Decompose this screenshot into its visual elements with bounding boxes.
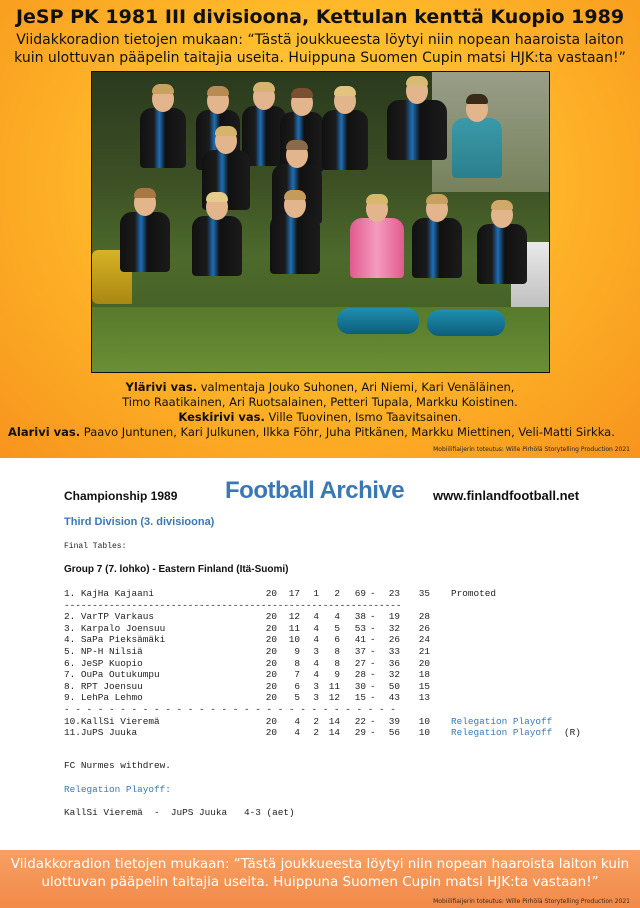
football-archive-page bbox=[0, 458, 640, 850]
cell-w: 12 bbox=[288, 611, 300, 623]
cell-ga: 32 bbox=[388, 622, 400, 634]
score-separator: - bbox=[370, 634, 376, 646]
league-table bbox=[64, 588, 581, 739]
cell-pts: 24 bbox=[418, 634, 430, 646]
cell-gf: 29 bbox=[354, 727, 366, 739]
cell-l: 4 bbox=[334, 611, 340, 623]
cell-w: 8 bbox=[294, 657, 300, 669]
score-separator: - bbox=[370, 657, 376, 669]
cell-pts: 13 bbox=[418, 692, 430, 704]
cell-l: 12 bbox=[328, 692, 340, 704]
cell-team: 7. OuPa Outukumpu bbox=[64, 669, 160, 681]
cell-p: 20 bbox=[265, 622, 277, 634]
cell-l: 5 bbox=[334, 622, 340, 634]
cell-w: 17 bbox=[288, 588, 300, 599]
bottom-banner bbox=[0, 850, 640, 908]
cell-gf: 41 bbox=[354, 634, 366, 646]
cell-team: 9. LehPa Lehmo bbox=[64, 692, 143, 704]
table-row bbox=[64, 622, 430, 635]
group-title: Group 7 (7. lohko) - Eastern Finland (Itä-Suomi) bbox=[64, 564, 289, 575]
cell-team: 11.JuPS Juuka bbox=[64, 727, 138, 739]
cell-team: 6. JeSP Kuopio bbox=[64, 657, 143, 669]
cell-pts: 21 bbox=[418, 645, 430, 657]
cell-pts: 20 bbox=[418, 657, 430, 669]
cell-d: 1 bbox=[313, 588, 319, 599]
score-separator: - bbox=[370, 669, 376, 681]
cell-pts: 28 bbox=[418, 611, 430, 623]
cell-ga: 26 bbox=[388, 634, 400, 646]
table-separator: - - - - - - - - - - - - - - - - - - - - - - - - - - - - - - bbox=[64, 703, 396, 715]
cell-pts: 26 bbox=[418, 622, 430, 634]
cell-ga: 23 bbox=[388, 588, 400, 599]
table-row bbox=[64, 645, 430, 658]
score-separator: - bbox=[370, 645, 376, 657]
playoff-heading: Relegation Playoff: bbox=[64, 784, 171, 795]
cell-gf: 37 bbox=[354, 645, 366, 657]
cell-team: 10.KallSi Vieremä bbox=[64, 715, 160, 727]
cell-d: 3 bbox=[313, 692, 319, 704]
cell-ga: 50 bbox=[388, 680, 400, 692]
cell-l: 2 bbox=[334, 588, 340, 599]
cell-team: 4. SaPa Pieksämäki bbox=[64, 634, 166, 646]
cell-w: 7 bbox=[294, 669, 300, 681]
cell-pts: 10 bbox=[418, 715, 430, 727]
cell-ga: 32 bbox=[388, 669, 400, 681]
cell-p: 20 bbox=[265, 692, 277, 704]
poster-credit: Mobiilifiaijerin toteutus: Wille Pirhölä Storytelling Production 2021 bbox=[433, 446, 630, 453]
division-title: Third Division (3. divisioona) bbox=[64, 516, 215, 528]
poster-subtitle: Viidakkoradion tietojen mukaan: “Tästä joukkueesta löytyi niin nopean haaroista laiton kuin ulottuvan pääpelin taitajia useita. Huippuna Suomen Cupin matsi HJK:ta vastaan!” bbox=[14, 32, 626, 66]
cell-d: 4 bbox=[313, 611, 319, 623]
cell-note[interactable]: Relegation Playoff bbox=[451, 727, 553, 739]
cell-pts: 10 bbox=[418, 727, 430, 739]
cell-p: 20 bbox=[265, 634, 277, 646]
cell-team: 8. RPT Joensuu bbox=[64, 680, 143, 692]
cell-gf: 30 bbox=[354, 680, 366, 692]
photo-sports-bag bbox=[427, 310, 505, 336]
caption-top-row-continued: Timo Raatikainen, Ari Ruotsalainen, Petteri Tupala, Markku Koistinen. bbox=[122, 395, 518, 409]
score-separator: - bbox=[370, 727, 376, 739]
photo-player bbox=[477, 202, 527, 307]
photo-player bbox=[452, 96, 502, 206]
cell-l: 6 bbox=[334, 634, 340, 646]
withdrawn-note: FC Nurmes withdrew. bbox=[64, 760, 171, 771]
table-row bbox=[64, 611, 430, 623]
cell-p: 20 bbox=[265, 715, 277, 727]
cell-d: 2 bbox=[313, 727, 319, 739]
cell-gf: 27 bbox=[354, 657, 366, 669]
cell-d: 4 bbox=[313, 657, 319, 669]
table-row bbox=[64, 657, 430, 670]
cell-d: 4 bbox=[313, 634, 319, 646]
photo-player bbox=[350, 196, 404, 306]
cell-note: Promoted bbox=[451, 588, 497, 599]
team-photo bbox=[91, 71, 550, 373]
table-row bbox=[64, 680, 430, 693]
cell-w: 6 bbox=[294, 680, 300, 692]
cell-d: 2 bbox=[313, 715, 319, 727]
cell-p: 20 bbox=[265, 680, 277, 692]
cell-p: 20 bbox=[265, 657, 277, 669]
cell-ga: 43 bbox=[388, 692, 400, 704]
photo-player bbox=[270, 192, 320, 302]
cell-pts: 15 bbox=[418, 680, 430, 692]
cell-l: 8 bbox=[334, 645, 340, 657]
banner-quote: Viidakkoradion tietojen mukaan: “Tästä joukkueesta löytyi niin nopean haaroista laiton kuin ulottuvan pääpelin taitajia useita. Huippuna Suomen Cupin matsi HJK:ta vastaan!” bbox=[10, 856, 630, 890]
cell-suffix: (R) bbox=[564, 727, 581, 739]
cell-d: 3 bbox=[313, 645, 319, 657]
table-row bbox=[64, 669, 430, 681]
cell-w: 4 bbox=[294, 727, 300, 739]
score-separator: - bbox=[370, 715, 376, 727]
cell-l: 9 bbox=[334, 669, 340, 681]
cell-d: 4 bbox=[313, 622, 319, 634]
cell-ga: 33 bbox=[388, 645, 400, 657]
score-separator: - bbox=[370, 680, 376, 692]
photo-player bbox=[140, 86, 186, 181]
cell-gf: 15 bbox=[354, 692, 366, 704]
photo-caption bbox=[0, 380, 640, 440]
cell-note[interactable]: Relegation Playoff bbox=[451, 715, 553, 727]
cell-gf: 28 bbox=[354, 669, 366, 681]
cell-l: 14 bbox=[328, 727, 340, 739]
caption-top-row-label: Ylärivi vas. bbox=[125, 380, 198, 394]
table-row bbox=[64, 715, 553, 728]
cell-p: 20 bbox=[265, 588, 277, 599]
score-separator: - bbox=[370, 622, 376, 634]
cell-gf: 38 bbox=[354, 611, 366, 623]
cell-team: 1. KajHa Kajaani bbox=[64, 588, 155, 599]
score-separator: - bbox=[370, 588, 376, 599]
cell-pts: 35 bbox=[418, 588, 430, 599]
table-row bbox=[64, 588, 497, 600]
cell-d: 4 bbox=[313, 669, 319, 681]
cell-w: 11 bbox=[288, 622, 300, 634]
cell-gf: 69 bbox=[354, 588, 366, 599]
photo-player bbox=[387, 78, 447, 178]
cell-gf: 53 bbox=[354, 622, 366, 634]
poster-title: JeSP PK 1981 III divisioona, Kettulan kenttä Kuopio 1989 bbox=[15, 6, 625, 28]
cell-p: 20 bbox=[265, 669, 277, 681]
cell-pts: 18 bbox=[418, 669, 430, 681]
caption-bottom-row-text: Paavo Juntunen, Kari Julkunen, Ilkka Föhr, Juha Pitkänen, Markku Miettinen, Veli-Matti Sirkka. bbox=[80, 425, 615, 439]
cell-p: 20 bbox=[265, 645, 277, 657]
table-row bbox=[64, 634, 430, 646]
cell-p: 20 bbox=[265, 611, 277, 623]
photo-player bbox=[412, 196, 462, 306]
final-tables-label: Final Tables: bbox=[64, 542, 127, 551]
cell-team: 3. Karpalo Joensuu bbox=[64, 622, 166, 634]
caption-top-row-text: valmentaja Jouko Suhonen, Ari Niemi, Kari Venäläinen, bbox=[197, 380, 515, 394]
cell-l: 11 bbox=[328, 680, 340, 692]
score-separator: - bbox=[370, 611, 376, 623]
photo-player bbox=[192, 194, 242, 304]
banner-credit: Mobiilifiaijerin toteutus: Wille Pirhölä Storytelling Production 2021 bbox=[433, 898, 630, 905]
table-row bbox=[64, 727, 581, 739]
cell-team: 5. NP-H Nilsiä bbox=[64, 645, 143, 657]
cell-l: 14 bbox=[328, 715, 340, 727]
cell-w: 10 bbox=[288, 634, 300, 646]
table-row bbox=[64, 692, 430, 704]
cell-gf: 22 bbox=[354, 715, 366, 727]
photo-player bbox=[120, 190, 170, 305]
playoff-result: KallSi Vieremä - JuPS Juuka 4-3 (aet) bbox=[64, 807, 295, 818]
cell-p: 20 bbox=[265, 727, 277, 739]
cell-d: 3 bbox=[313, 680, 319, 692]
score-separator: - bbox=[370, 692, 376, 704]
site-url: www.finlandfootball.net bbox=[433, 488, 580, 503]
photo-player bbox=[322, 88, 368, 183]
cell-w: 9 bbox=[294, 645, 300, 657]
cell-ga: 36 bbox=[388, 657, 400, 669]
table-separator: ------------------------------------------------------------ bbox=[64, 599, 402, 611]
cell-team: 2. VarTP Varkaus bbox=[64, 611, 155, 623]
caption-middle-row-text: Ville Tuovinen, Ismo Taavitsainen. bbox=[264, 410, 462, 424]
football-archive-logo: Football Archive bbox=[225, 477, 405, 504]
cell-ga: 19 bbox=[388, 611, 400, 623]
photo-sports-bag bbox=[337, 308, 419, 334]
cell-ga: 56 bbox=[388, 727, 400, 739]
caption-middle-row-label: Keskirivi vas. bbox=[178, 410, 265, 424]
cell-w: 5 bbox=[294, 692, 300, 704]
championship-heading: Championship 1989 bbox=[64, 489, 178, 503]
cell-w: 4 bbox=[294, 715, 300, 727]
cell-ga: 39 bbox=[388, 715, 400, 727]
cell-l: 8 bbox=[334, 657, 340, 669]
caption-bottom-row-label: Alarivi vas. bbox=[8, 425, 81, 439]
